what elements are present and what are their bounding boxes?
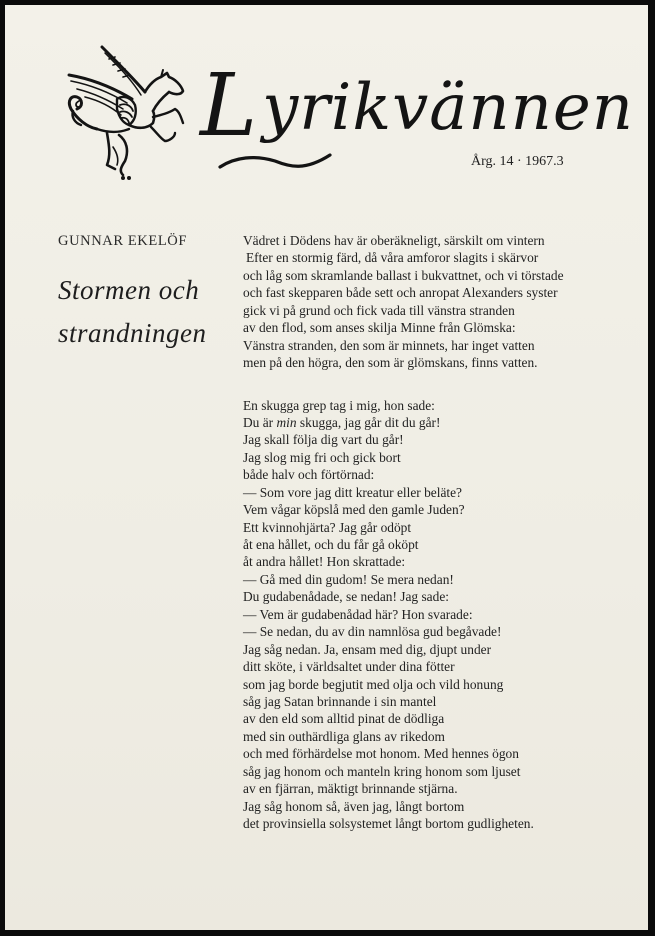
poem-line: av den flod, som anses skilja Minne från Glömska: — [243, 320, 516, 336]
poem-line: och med förhärdelse mot honom. Med hennes ögon — [243, 746, 519, 762]
stanza-1 — [243, 232, 564, 372]
poem-line: Ett kvinnohjärta? Jag går odöpt — [243, 519, 412, 535]
poem-line: Vänstra stranden, den som är minnets, har inget vatten — [243, 337, 535, 353]
poem-line: — Se nedan, du av din namnlösa gud begåvade! — [243, 624, 502, 640]
poem-line: Jag såg nedan. Ja, ensam med dig, djupt under — [243, 641, 492, 657]
stanza-2 — [243, 397, 564, 833]
poem-title-line-2: strandningen — [58, 318, 207, 348]
journal-title-initial: L — [200, 56, 259, 156]
author-name: GUNNAR EKELÖF — [58, 233, 188, 249]
poem-line: Du gudabenådade, se nedan! Jag sade: — [243, 589, 449, 605]
poem-line: av en fjärran, mäktigt brinnande stjärna. — [243, 781, 458, 797]
poem-title — [58, 269, 207, 355]
poem-line: Jag skall följa dig vart du går! — [243, 432, 404, 448]
poem-line: — Gå med din gudom! Se mera nedan! — [243, 571, 454, 587]
poem-line: Vädret i Dödens hav är oberäkneligt, särskilt om vintern — [243, 233, 545, 248]
poem-line: gick vi på grund och fick vada till vänstra stranden — [243, 302, 515, 318]
poem-line: såg jag honom och manteln kring honom som ljuset — [243, 763, 521, 779]
emphasized-word: min — [276, 414, 297, 430]
masthead — [5, 5, 648, 205]
poem-line: och fast skepparen både sett och anropat Alexanders syster — [243, 285, 558, 301]
poem-line: Efter en stormig färd, då våra amforor slagits i skärvor — [246, 250, 539, 266]
poem-line: med sin outhärdliga glans av rikedom — [243, 728, 445, 744]
poem-line: Jag slog mig fri och gick bort — [243, 449, 401, 465]
poem-line: det provinsiella solsystemet långt bortom gudligheten. — [243, 816, 534, 831]
poem-line: åt ena hållet, och du får gå oköpt — [243, 537, 419, 552]
poem-line: såg jag Satan brinnande i sin mantel — [243, 693, 437, 709]
journal-title — [200, 56, 634, 156]
poem-line-with-emphasis — [243, 414, 564, 431]
poem-line: — Som vore jag ditt kreatur eller beläte? — [243, 484, 463, 500]
poem-line: men på den högra, den som är glömskans, finns vatten. — [243, 355, 538, 371]
poem-line: Vem vågar köpslå med den gamle Juden? — [243, 502, 465, 518]
poem-line: Jag såg honom så, även jag, långt bortom — [243, 798, 465, 814]
issue-number: Årg. 14 · 1967.3 — [471, 154, 564, 169]
poem-line: — Vem är gudabenådad här? Hon svarade: — [243, 606, 473, 622]
line-suffix: skugga, jag går dit du går! — [296, 414, 441, 430]
poem-title-line-1: Stormen och — [58, 275, 200, 305]
line-prefix: Du är — [243, 414, 277, 430]
poem-line: av den eld som alltid pinat de dödliga — [243, 711, 445, 727]
journal-title-rest: yrikvännen — [262, 71, 634, 145]
poem-line: som jag borde begjutit med olja och vild honung — [243, 676, 504, 692]
poem-line: både halv och förtörnad: — [243, 467, 375, 483]
poem-line: åt andra hållet! Hon skrattade: — [243, 554, 406, 570]
poem-line: och låg som skramlande ballast i bukvattnet, och vi törstade — [243, 267, 564, 283]
poem-line: ditt sköte, i världsaltet under dina fötter — [243, 659, 455, 675]
poem-line: En skugga grep tag i mig, hon sade: — [243, 397, 435, 413]
pegasus-icon — [57, 37, 197, 182]
magazine-page — [5, 5, 648, 930]
poem-body — [243, 232, 564, 832]
title-swash-ornament — [215, 145, 335, 175]
